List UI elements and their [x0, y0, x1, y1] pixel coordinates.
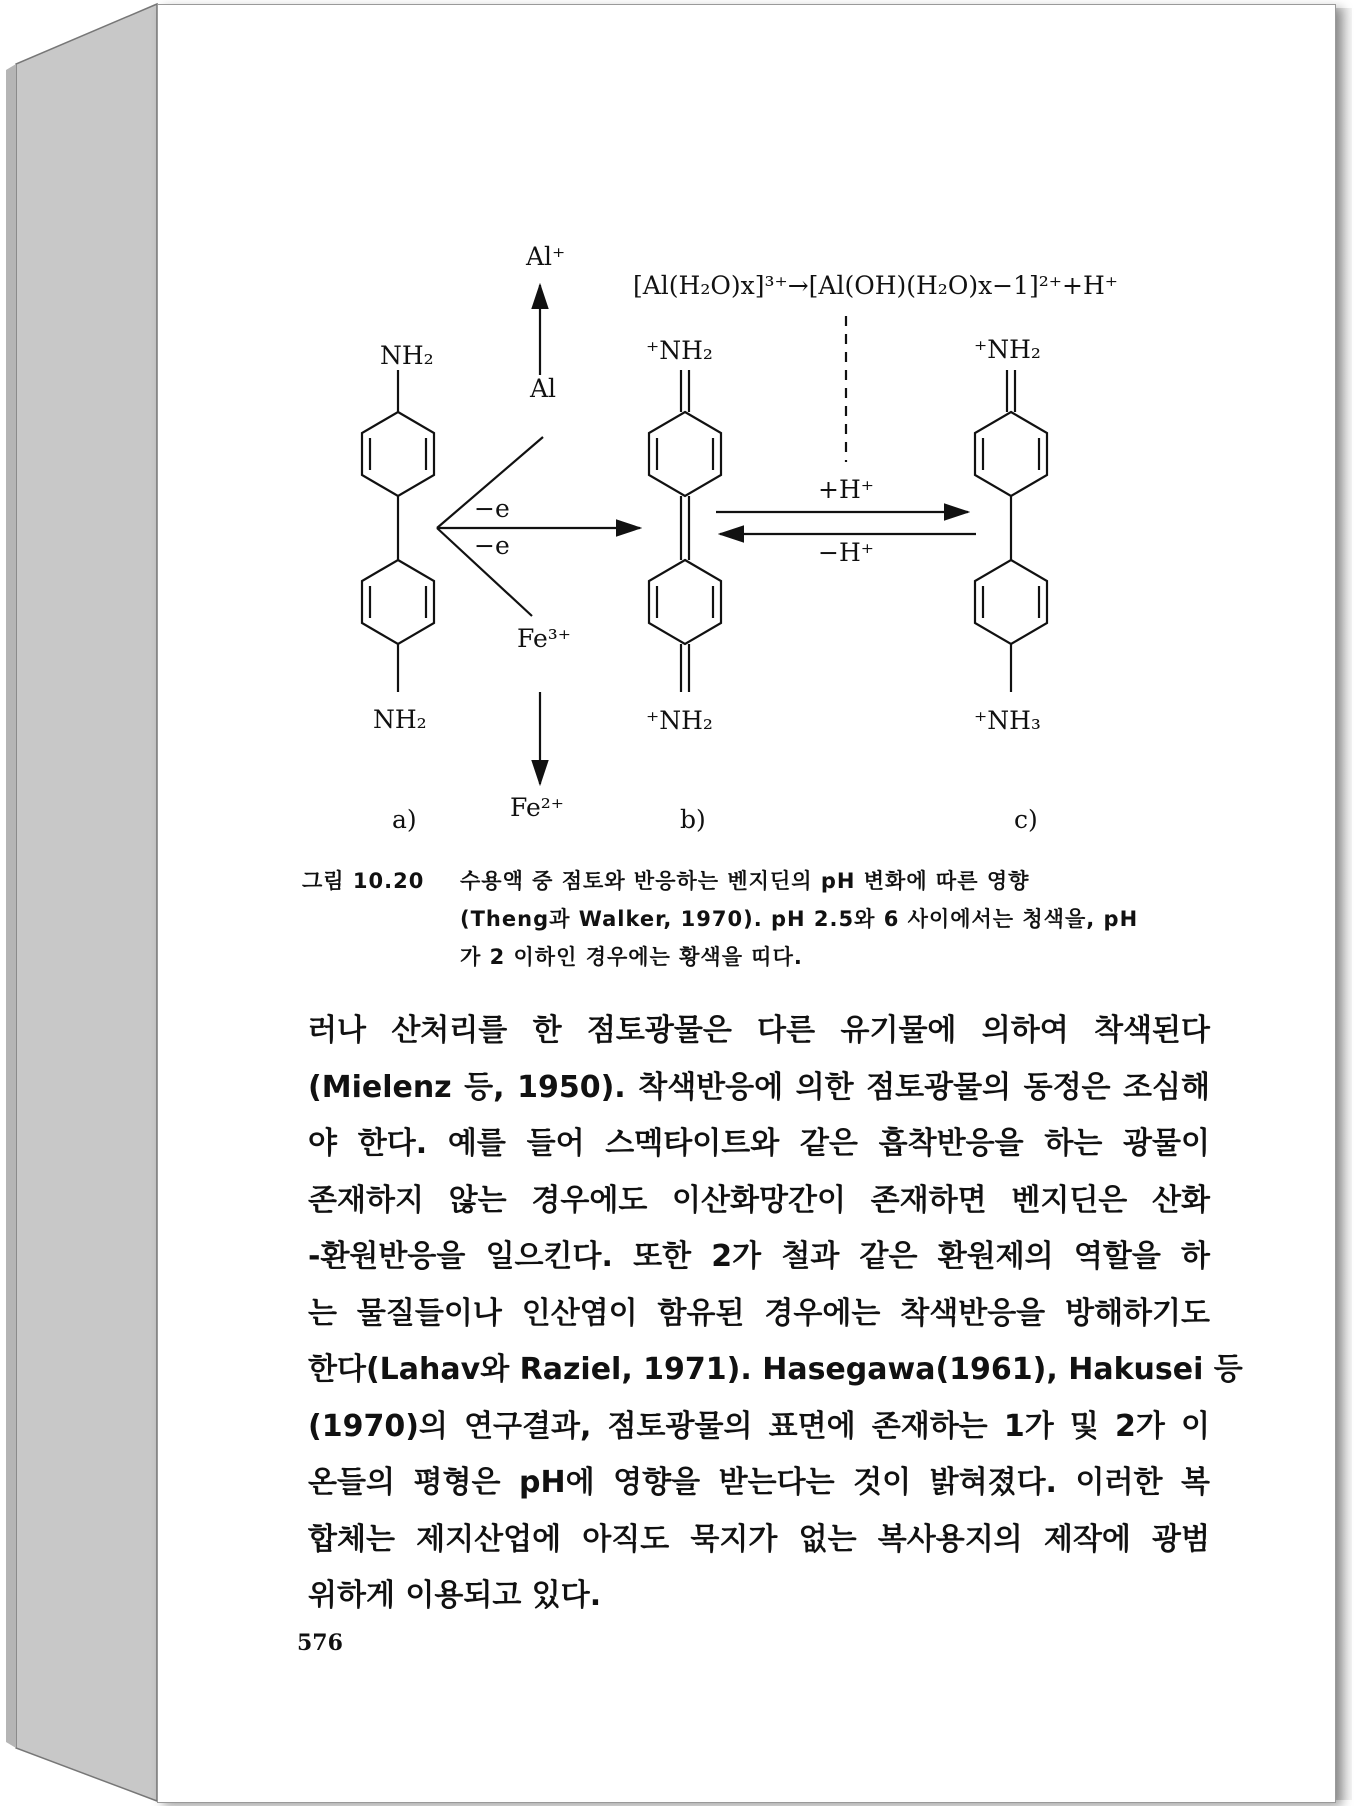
text-line: 한다(Lahav와 Raziel, 1971). Hasegawa(1961), Hakusei 등 — [308, 1352, 1243, 1387]
structure-a-bottom-label: NH₂ — [373, 705, 427, 734]
text-line: 위하게 이용되고 있다. — [308, 1578, 602, 1613]
minus-e-label-1: −e — [474, 494, 510, 523]
caption-line: 수용액 중 점토와 반응하는 벤지딘의 pH 변화에 따른 영향 — [460, 869, 1030, 893]
structure-c-bottom-label: ⁺NH₃ — [974, 706, 1041, 735]
body-paragraph — [308, 1003, 1243, 1625]
text-line: 합체는 제지산업에 아직도 묵지가 없는 복사용지의 제작에 광범 — [308, 1521, 1210, 1557]
text-line: 존재하지 않는 경우에도 이산화망간이 존재하면 벤지딘은 산화 — [308, 1182, 1210, 1218]
minus-h-label: −H⁺ — [818, 538, 874, 567]
benzidine-reaction-diagram — [0, 0, 1357, 860]
text-line: (Mielenz 등, 1950). 착색반응에 의한 점토광물의 동정은 조심해 — [308, 1069, 1210, 1105]
text-line: 는 물질들이나 인산염이 함유된 경우에는 착색반응을 방해하기도 — [308, 1295, 1210, 1331]
top-reaction-equation: [Al(H₂O)x]³⁺→[Al(OH)(H₂O)x−1]²⁺+H⁺ — [633, 271, 1118, 300]
structure-b-label: b) — [680, 805, 706, 834]
text-line: 온들의 평형은 pH에 영향을 받는다는 것이 밝혀졌다. 이러한 복 — [308, 1465, 1210, 1500]
structure-c-label: c) — [1014, 805, 1038, 834]
al-label: Al — [530, 374, 557, 403]
figure-label: 그림 10.20 — [302, 869, 425, 893]
structure-a-top-label: NH₂ — [380, 341, 434, 370]
fe2-label: Fe²⁺ — [510, 793, 564, 822]
page-number: 576 — [297, 1630, 343, 1656]
al-ion-label: Al⁺ — [526, 242, 566, 271]
text-line: (1970)의 연구결과, 점토광물의 표면에 존재하는 1가 및 2가 이 — [308, 1408, 1210, 1444]
caption-line: (Theng과 Walker, 1970). pH 2.5와 6 사이에서는 청색을, pH — [460, 907, 1139, 931]
caption-line: 가 2 이하인 경우에는 황색을 띠다. — [460, 945, 803, 969]
text-line: 야 한다. 예를 들어 스멕타이트와 같은 흡착반응을 하는 광물이 — [308, 1126, 1210, 1161]
text-line: -환원반응을 일으킨다. 또한 2가 철과 같은 환원제의 역할을 하 — [308, 1239, 1210, 1274]
plus-h-label: +H⁺ — [818, 475, 874, 504]
structure-b-bottom-label: ⁺NH₂ — [646, 706, 713, 735]
minus-e-label-2: −e — [474, 531, 510, 560]
structure-b-top-label: ⁺NH₂ — [646, 336, 713, 365]
structure-c-top-label: ⁺NH₂ — [974, 335, 1041, 364]
structure-a-label: a) — [392, 805, 417, 834]
fe3-label: Fe³⁺ — [517, 624, 571, 653]
text-line: 러나 산처리를 한 점토광물은 다른 유기물에 의하여 착색된다 — [308, 1013, 1210, 1048]
